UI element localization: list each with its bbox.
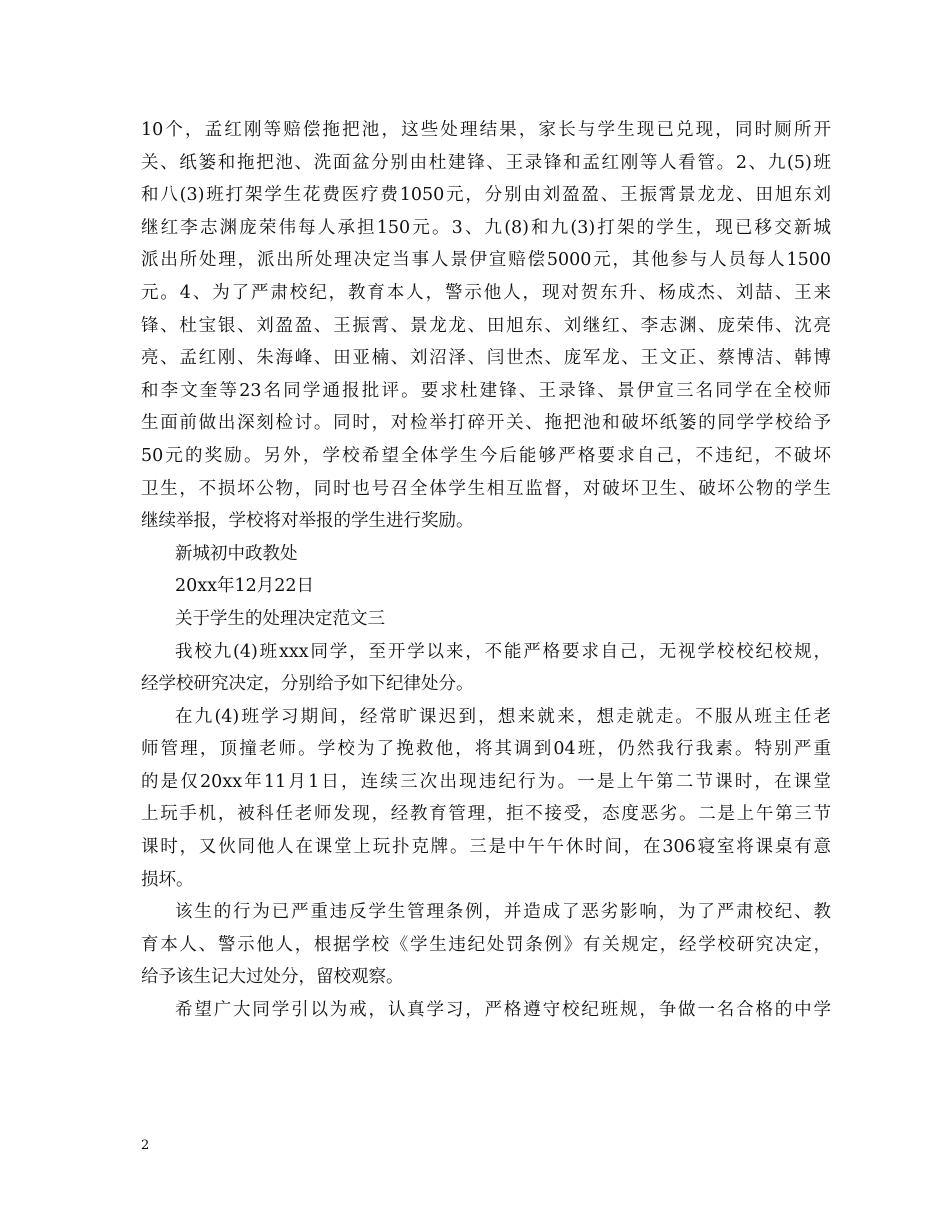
text-line: 我校九(4)班xxx同学，至开学以来，不能严格要求自己，无视学校校纪校规， bbox=[175, 641, 831, 662]
text-line: 育本人、警示他人，根据学校《学生违纪处罚条例》有关规定，经学校研究决定， bbox=[141, 934, 831, 955]
text-line: 卫生，不损坏公物，同时也号召全体学生相互监督，对破坏卫生、破坏公物的学生 bbox=[141, 478, 831, 499]
text-line: 和八(3)班打架学生花费医疗费1050元，分别由刘盈盈、王振霄景龙龙、田旭东刘 bbox=[141, 185, 831, 206]
text-line: 和李文奎等23名同学通报批评。要求杜建锋、王录锋、景伊宣三名同学在全校师 bbox=[141, 380, 831, 401]
text-line: 生面前做出深刻检讨。同时，对检举打碎开关、拖把池和破坏纸篓的同学学校给予 bbox=[141, 413, 831, 434]
text-line: 10个，孟红刚等赔偿拖把池，这些处理结果，家长与学生现已兑现，同时厕所开 bbox=[141, 120, 831, 140]
text-line: 50元的奖励。另外，学校希望全体学生今后能够严格要求自己，不违纪，不破坏 bbox=[141, 445, 831, 466]
document-body bbox=[141, 114, 831, 1027]
text-line: 师管理，顶撞老师。学校为了挽救他，将其调到04班，仍然我行我素。特别严重 bbox=[141, 739, 831, 760]
page-number: 2 bbox=[141, 1138, 150, 1153]
text-line: 的是仅20xx年11月1日，连续三次出现违纪行为。一是上午第二节课时，在课堂 bbox=[141, 771, 831, 792]
text-line: 在九(4)班学习期间，经常旷课迟到，想来就来，想走就走。不服从班主任老 bbox=[175, 706, 831, 727]
text-line: 该生的行为已严重违反学生管理条例，并造成了恶劣影响，为了严肃校纪、教 bbox=[175, 902, 831, 923]
text-line: 关于学生的处理决定范文三 bbox=[175, 608, 385, 629]
text-line: 元。4、为了严肃校纪，教育本人，警示他人，现对贺东升、杨成杰、刘喆、王来 bbox=[141, 282, 831, 303]
text-line: 派出所处理，派出所处理决定当事人景伊宣赔偿5000元，其他参与人员每人1500 bbox=[141, 250, 831, 271]
text-line: 亮、孟红刚、朱海峰、田亚楠、刘沼泽、闫世杰、庞军龙、王文正、蔡博洁、韩博 bbox=[141, 348, 831, 369]
text-line: 希望广大同学引以为戒，认真学习，严格遵守校纪班规，争做一名合格的中学 bbox=[175, 1000, 831, 1021]
text-line: 课时，又伙同他人在课堂上玩扑克牌。三是中午午休时间，在306寝室将课桌有意 bbox=[141, 837, 831, 858]
text-line: 继红李志渊庞荣伟每人承担150元。3、九(8)和九(3)打架的学生，现已移交新城 bbox=[141, 217, 831, 238]
text-line: 关、纸篓和拖把池、洗面盆分别由杜建锋、王录锋和孟红刚等人看管。2、九(5)班 bbox=[141, 152, 831, 173]
text-line: 经学校研究决定，分别给予如下纪律处分。 bbox=[141, 674, 474, 695]
text-line: 20xx年12月22日 bbox=[175, 576, 315, 597]
text-line: 上玩手机，被科任老师发现，经教育管理，拒不接受，态度恶劣。二是上午第三节 bbox=[141, 804, 831, 825]
text-line: 新城初中政教处 bbox=[175, 543, 298, 564]
text-line: 锋、杜宝银、刘盈盈、王振霄、景龙龙、田旭东、刘继红、李志渊、庞荣伟、沈亮 bbox=[141, 315, 831, 336]
text-line: 给予该生记大过处分，留校观察。 bbox=[141, 967, 404, 988]
text-line: 损坏。 bbox=[141, 869, 194, 890]
text-line: 继续举报，学校将对举报的学生进行奖励。 bbox=[141, 511, 474, 532]
